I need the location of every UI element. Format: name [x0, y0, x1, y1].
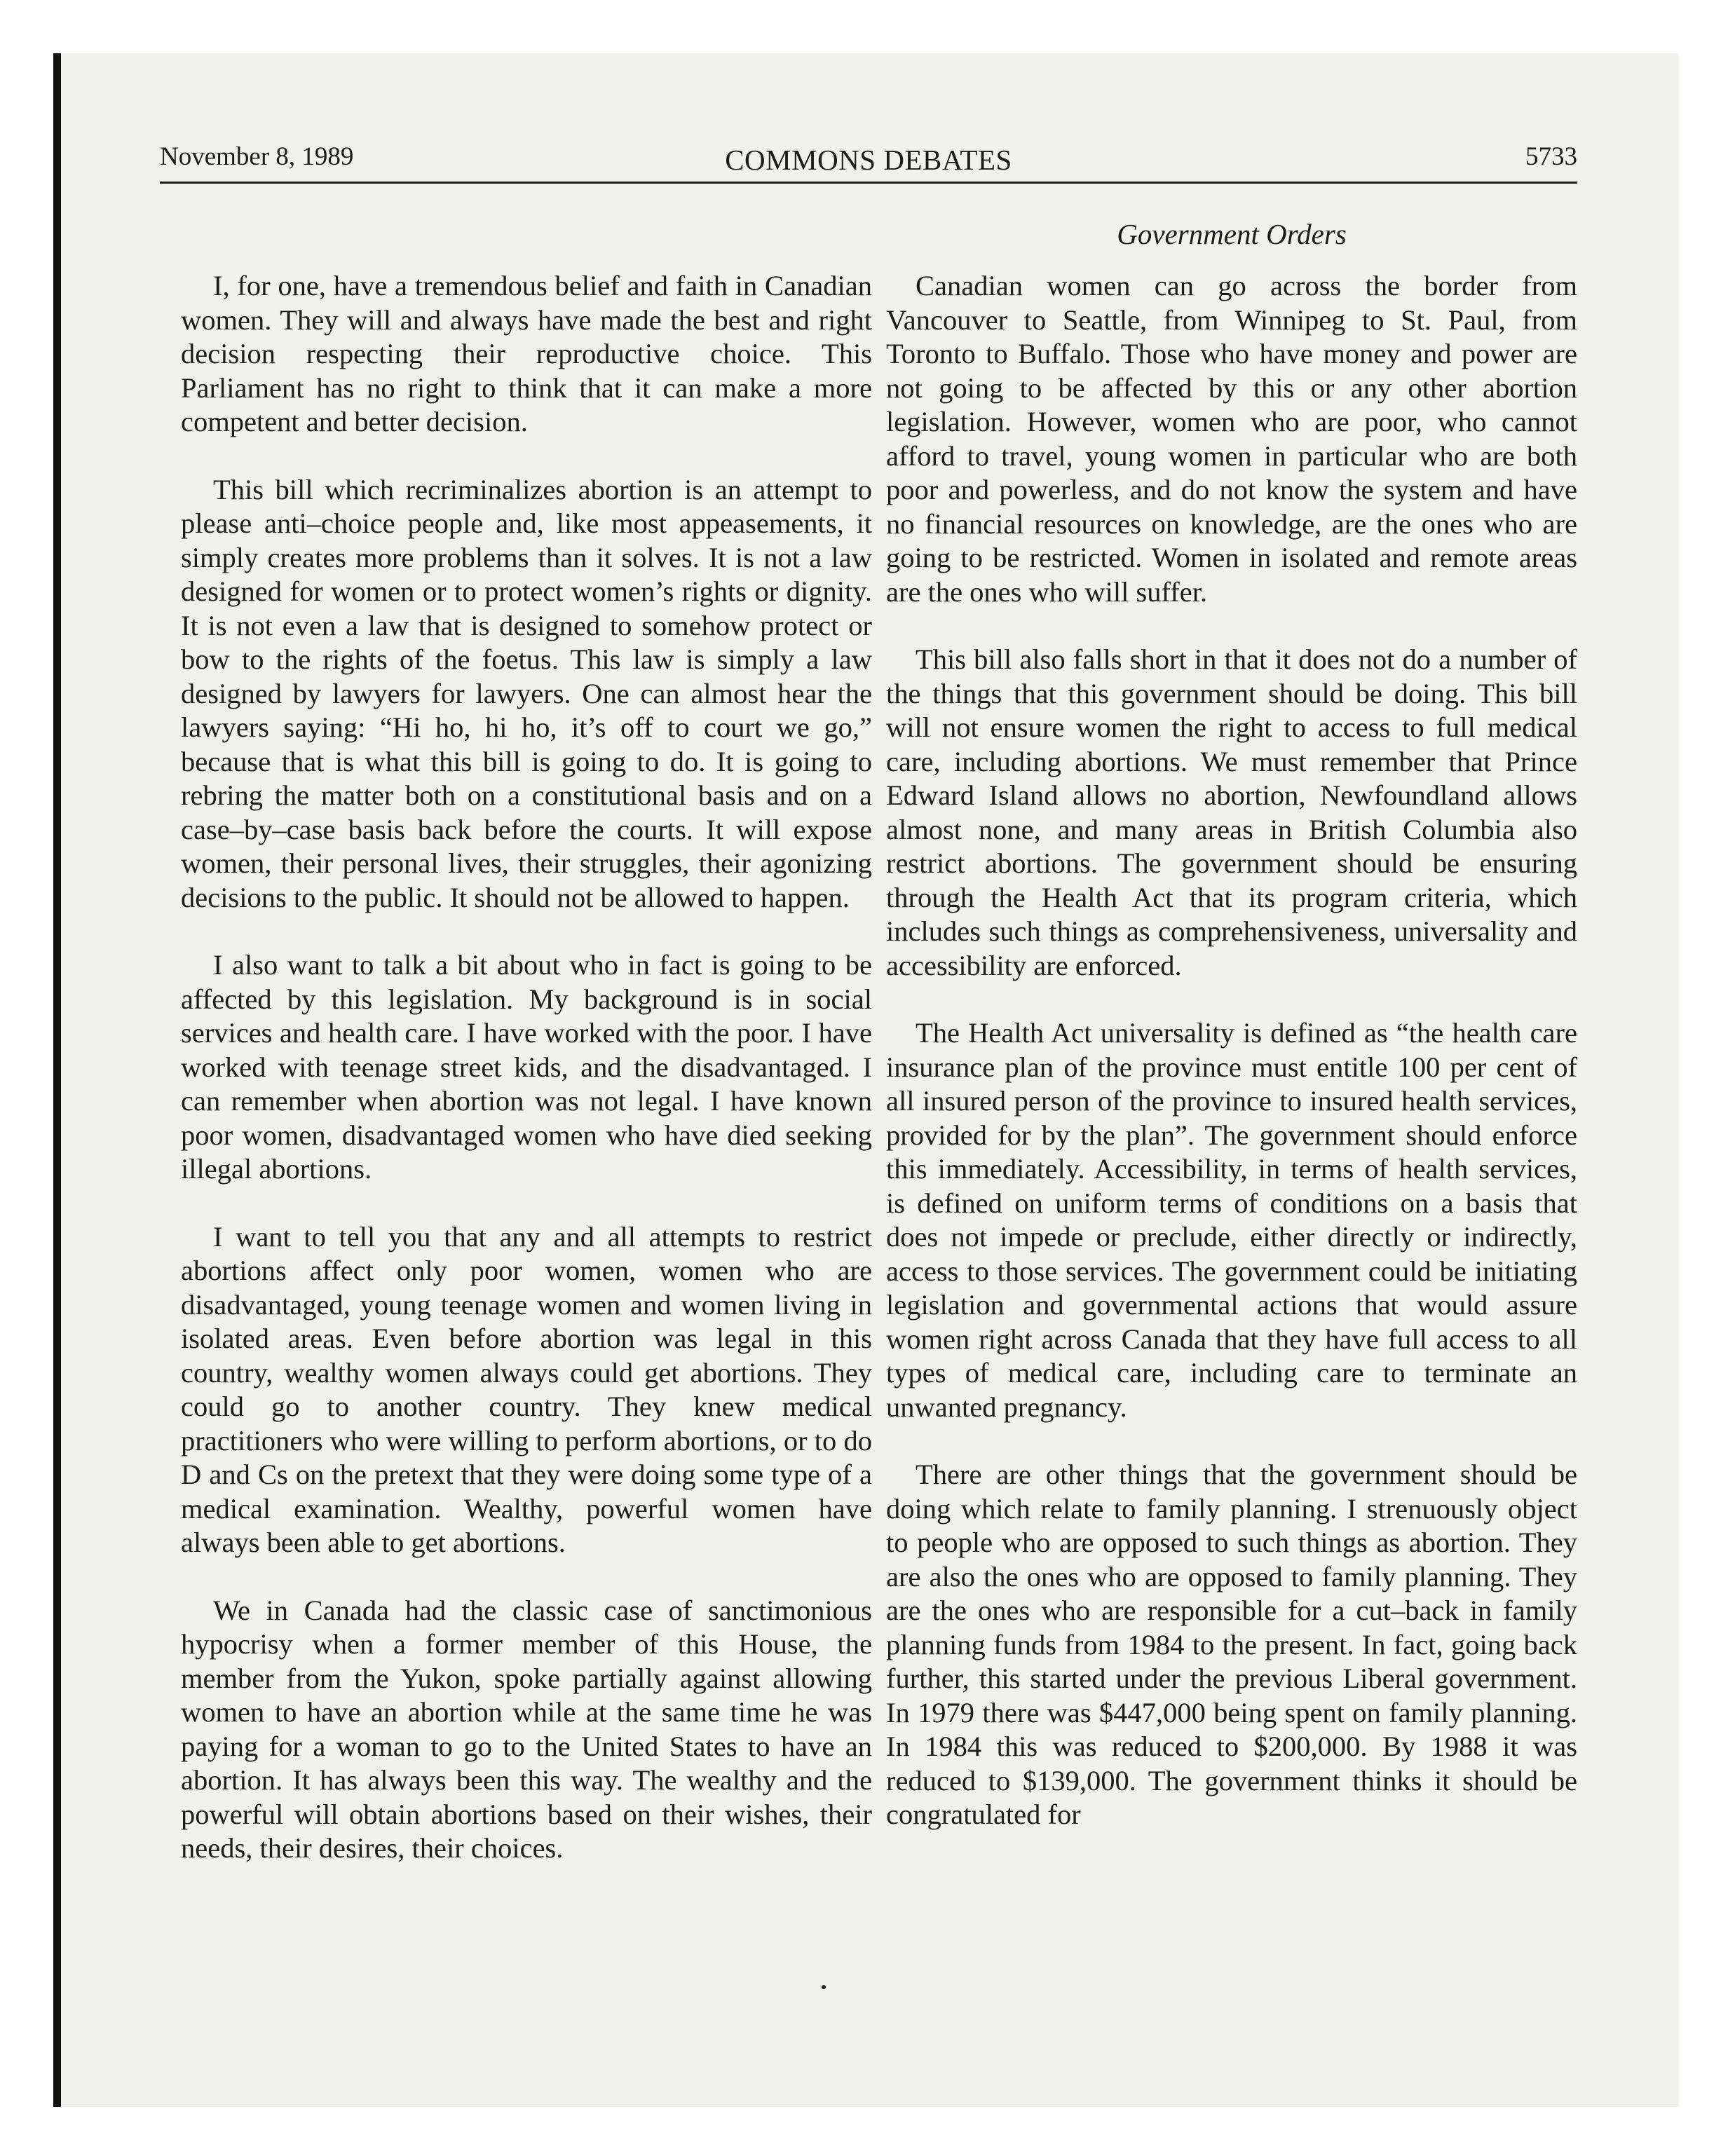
binding-edge — [53, 53, 61, 2107]
header-date: November 8, 1989 — [160, 142, 354, 171]
section-label: Government Orders — [1117, 218, 1347, 250]
paragraph: I want to tell you that any and all attempts to restrict abortions affect only poor women, women who are disadvantaged, young teenage women and women living in isolated areas. Even before abortion was legal in this country, wealthy women always could get abortions. They could go to another country. They knew medical practitioners who were willing to perform abortions, or to do D and Cs on the pretext that they were doing some type of a medical examination. Wealthy, powerful women have always been able to get abortions. — [181, 1220, 872, 1558]
right-column — [886, 269, 1577, 1866]
paragraph: There are other things that the government should be doing which relate to family planning. I strenuously object to people who are opposed to such things as abortion. They are also the ones who are opposed to family planning. They are the ones who are responsible for a cut–back in family planning funds from 1984 to the present. In fact, going back further, this started under the previous Liberal government. In 1979 there was $447,000 being spent on family planning. In 1984 this was reduced to $200,000. By 1988 it was reduced to $139,000. The government thinks it should be congratulated for — [886, 1459, 1577, 1830]
paragraph: Canadian women can go across the border from Vancouver to Seattle, from Winnipeg to St. Paul, from Toronto to Buffalo. Those who have money and power are not going to be affected by this or any other abortion legislation. However, women who are poor, who cannot afford to travel, young women in particular who are both poor and powerless, and do not know the system and have no financial resources on knowledge, are the ones who are going to be restricted. Women in isolated and remote areas are the ones who will suffer. — [886, 270, 1577, 608]
paragraph: I also want to talk a bit about who in fact is going to be affected by this legislation. My background is in social services and health care. I have worked with the poor. I have worked with teenage street kids, and the disadvantaged. I can remember when abortion was not legal. I have known poor women, disadvantaged women who have died seeking illegal abortions. — [181, 949, 872, 1185]
header-publication-title: COMMONS DEBATES — [725, 144, 1012, 176]
header-rule — [160, 182, 1577, 184]
paragraph: This bill also falls short in that it does not do a number of the things that this government should be doing. This bill will not ensure women the right to access to full medical care, including abortions. We must remember that Prince Edward Island allows no abortion, Newfoundland allows almost none, and many areas in British Columbia also restrict abortions. The government should be ensuring through the Health Act that its program criteria, which includes such things as comprehensiveness, universality and accessibility are enforced. — [886, 643, 1577, 981]
scan-speck — [822, 1985, 826, 1989]
left-column — [181, 269, 872, 1899]
paragraph: I, for one, have a tremendous belief and faith in Canadian women. They will and always have made the best and right decision respecting their reproductive choice. This Parliament has no right to think that it can make a more competent and better decision. — [181, 270, 872, 437]
paragraph: This bill which recriminalizes abortion is an attempt to please anti–choice people and, like most appeasements, it simply creates more problems than it solves. It is not a law designed for women or to protect women’s rights or dignity. It is not even a law that is designed to somehow protect or bow to the rights of the foetus. This law is simply a law designed by lawyers for lawyers. One can almost hear the lawyers saying: “Hi ho, hi ho, it’s off to court we go,” because that is what this bill is going to do. It is going to rebring the matter both on a constitutional basis and on a case–by–case basis back before the courts. It will expose women, their personal lives, their struggles, their agonizing decisions to the public. It should not be allowed to happen. — [181, 473, 872, 913]
paragraph: We in Canada had the classic case of sanctimonious hypocrisy when a former member of this House, the member from the Yukon, spoke partially against allowing women to have an abortion while at the same time he was paying for a woman to go to the United States to have an abortion. It has always been this way. The wealthy and the powerful will obtain abortions based on their wishes, their needs, their desires, their choices. — [181, 1594, 872, 1864]
running-head — [160, 137, 1577, 179]
paragraph: The Health Act universality is defined as “the health care insurance plan of the province must entitle 100 per cent of all insured person of the province to insured health services, provided for by the plan”. The government should enforce this immediately. Accessibility, in terms of health services, is defined on uniform terms of conditions on a basis that does not impede or preclude, either directly or indirectly, access to those services. The government could be initiating legislation and governmental actions that would assure women right across Canada that they have full access to all types of medical care, including care to terminate an unwanted pregnancy. — [886, 1017, 1577, 1423]
header-page-number: 5733 — [1525, 142, 1577, 171]
